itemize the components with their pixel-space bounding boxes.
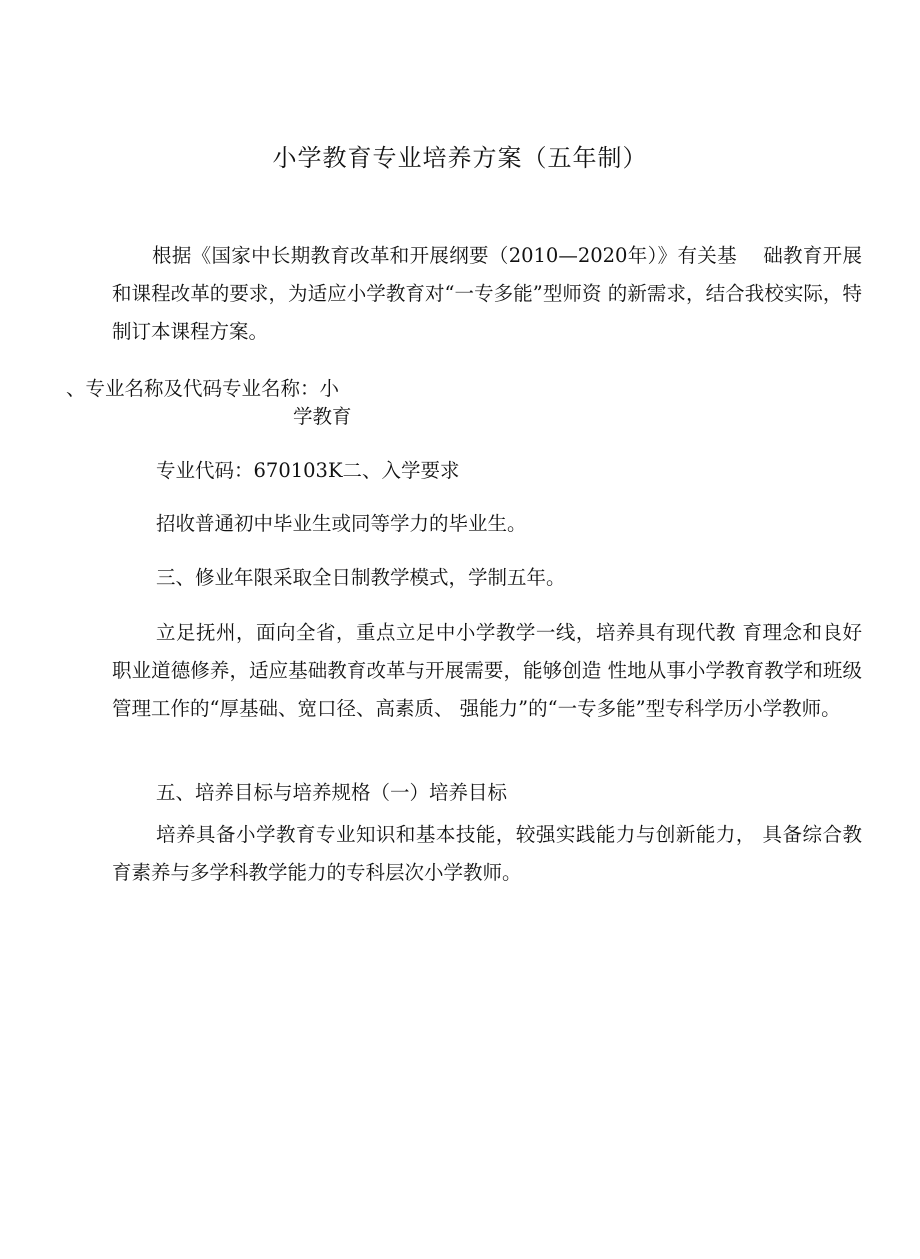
training-orientation-paragraph: 立足抚州，面向全省，重点立足中小学教学一线，培养具有现代教 育理念和良好职业道德修养，适应基础教育改革与开展需要，能够创造 性地从事小学教育教学和班级管理工作的“厚基础、宽口径、高素质、 强能力”的“一专多能”型专科学历小学教师。 xyxy=(112,621,862,720)
section-1-heading: 、专业名称及代码专业名称：小 xyxy=(66,377,340,400)
section-5-heading: 五、培养目标与培养规格（一）培养目标 xyxy=(156,781,508,804)
major-code-line: 专业代码：670103K二、入学要求 xyxy=(156,459,460,482)
document-title: 小学教育专业培养方案（五年制） xyxy=(272,144,648,172)
section-1-heading-continued: 学教育 xyxy=(293,405,352,428)
section-3-text: 三、修业年限采取全日制教学模式，学制五年。 xyxy=(156,566,566,589)
intro-paragraph: 根据《国家中长期教育改革和开展纲要（2010—2020年）》有关基 础教育开展和课程改革的要求，为适应小学教育对“一专多能”型师资 的新需求，结合我校实际，特制订本课程方案。 xyxy=(112,244,862,343)
training-goal-paragraph: 培养具备小学教育专业知识和基本技能，较强实践能力与创新能力， 具备综合教育素养与多学科教学能力的专科层次小学教师。 xyxy=(112,823,862,884)
admission-text: 招收普通初中毕业生或同等学力的毕业生。 xyxy=(156,512,527,535)
